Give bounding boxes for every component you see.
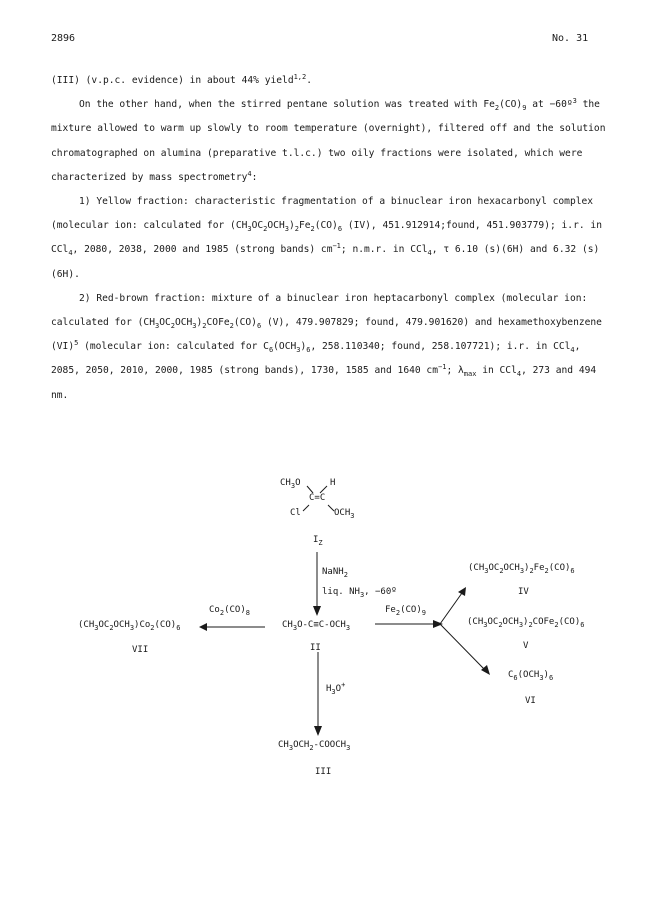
page-number: 2896 xyxy=(51,33,76,44)
reagent-fe2co9: $Fe_2(CO)_9$ xyxy=(385,605,426,617)
compound-i-cl: Cl xyxy=(290,508,301,518)
arrowhead xyxy=(458,587,466,596)
compound-v-label: V xyxy=(523,641,529,651)
arrow-to-iv xyxy=(440,593,462,624)
arrowhead xyxy=(199,623,207,631)
compound-i-cc: C=C xyxy=(309,493,326,503)
reagent-liq-nh3: liq. $NH_3$, −60º xyxy=(322,587,397,599)
compound-iv-formula: $(CH_3OC_2OCH_3)_2Fe_2(CO)_6$ xyxy=(468,563,575,575)
paragraph-1: On the other hand, when the stirred pentane solution was treated with $Fe_2(CO)_9$ at −60º$^3$ the mixture allowed to warm up slowly to room temperature (overnight), filtered off and the solution chromatographed on alumina (preparative t.l.c.) two oily fractions were isolated, which were characterized by mass spectrometry$^4$: xyxy=(51,97,606,183)
compound-v-formula: $(CH_3OC_2OCH_3)_2COFe_2(CO)_6$ xyxy=(467,617,585,629)
compound-i-och3: $OCH_3$ xyxy=(334,508,355,520)
compound-iv-label: IV xyxy=(518,587,529,597)
compound-vii-formula: $(CH_3OC_2OCH_3)Co_2(CO)_6$ xyxy=(78,620,181,632)
reagent-nanh2: NaNH$_2$ xyxy=(322,567,348,579)
compound-iii-formula: $CH_3OCH_2-COOCH_3$ xyxy=(278,740,351,752)
compound-ii-label: II xyxy=(310,643,321,653)
arrow-to-vi xyxy=(440,624,485,670)
compound-vi-formula: $C_6(OCH_3)_6$ xyxy=(508,670,554,682)
compound-vi-label: VI xyxy=(525,696,536,706)
bond-line xyxy=(307,486,313,493)
paragraph-2: 1) Yellow fraction: characteristic fragmentation of a binuclear iron hexacarbonyl complex (molecular ion: calculated for $(CH_3OC_2OCH_3)_2Fe_2(CO)_6$ (IV), 451.912914;found, 451.903779); i.r. in CCl$_4$, 2080, 2038, 2000 and 1985 (strong bands) $cm^{-1}$; n.m.r. in CCl$_4$, τ 6.10 (s)(6H) and 6.32 (s)(6H). xyxy=(51,196,602,280)
paragraph-0: (III) (v.p.c. evidence) in about 44% yield$^{1,2}$. xyxy=(51,72,313,86)
bond-line xyxy=(320,486,327,493)
bond-line xyxy=(303,505,309,511)
compound-i-label: $I_Z$ xyxy=(313,535,323,547)
arrowhead xyxy=(313,606,321,616)
reagent-co2co8: $Co_2(CO)_8$ xyxy=(209,605,250,617)
compound-iii-label: III xyxy=(315,767,332,777)
issue-number: No. 31 xyxy=(552,33,589,44)
compound-i-ch3o: $CH_3O$ xyxy=(280,478,301,490)
compound-vii-label: VII xyxy=(132,645,149,655)
arrowhead xyxy=(481,665,490,675)
paragraph-3: 2) Red-brown fraction: mixture of a binuclear iron heptacarbonyl complex (molecular ion: calculated for $(CH_3OC_2OCH_3)_2COFe_2(CO)_6$ (V), 479.907829; found, 479.901620) and hexamethoxybenzene (VI)$^5$ (molecular ion: calculated for $C_6(OCH_3)_6$, 258.110340; found, 258.107721); i.r. in CCl$_4$, 2085, 2050, 2010, 2000, 1985 (strong bands), 1730, 1585 and 1640 $cm^{-1}$; $\lambda_{max}$ in CCl$_4$, 273 and 494 nm. xyxy=(51,292,602,401)
reagent-h3o: $H_3O^+$ xyxy=(326,681,346,696)
compound-ii-formula: $CH_3O-C\equiv C-OCH_3$ xyxy=(282,620,351,632)
compound-i-h: H xyxy=(330,478,336,488)
arrowhead xyxy=(314,726,322,736)
